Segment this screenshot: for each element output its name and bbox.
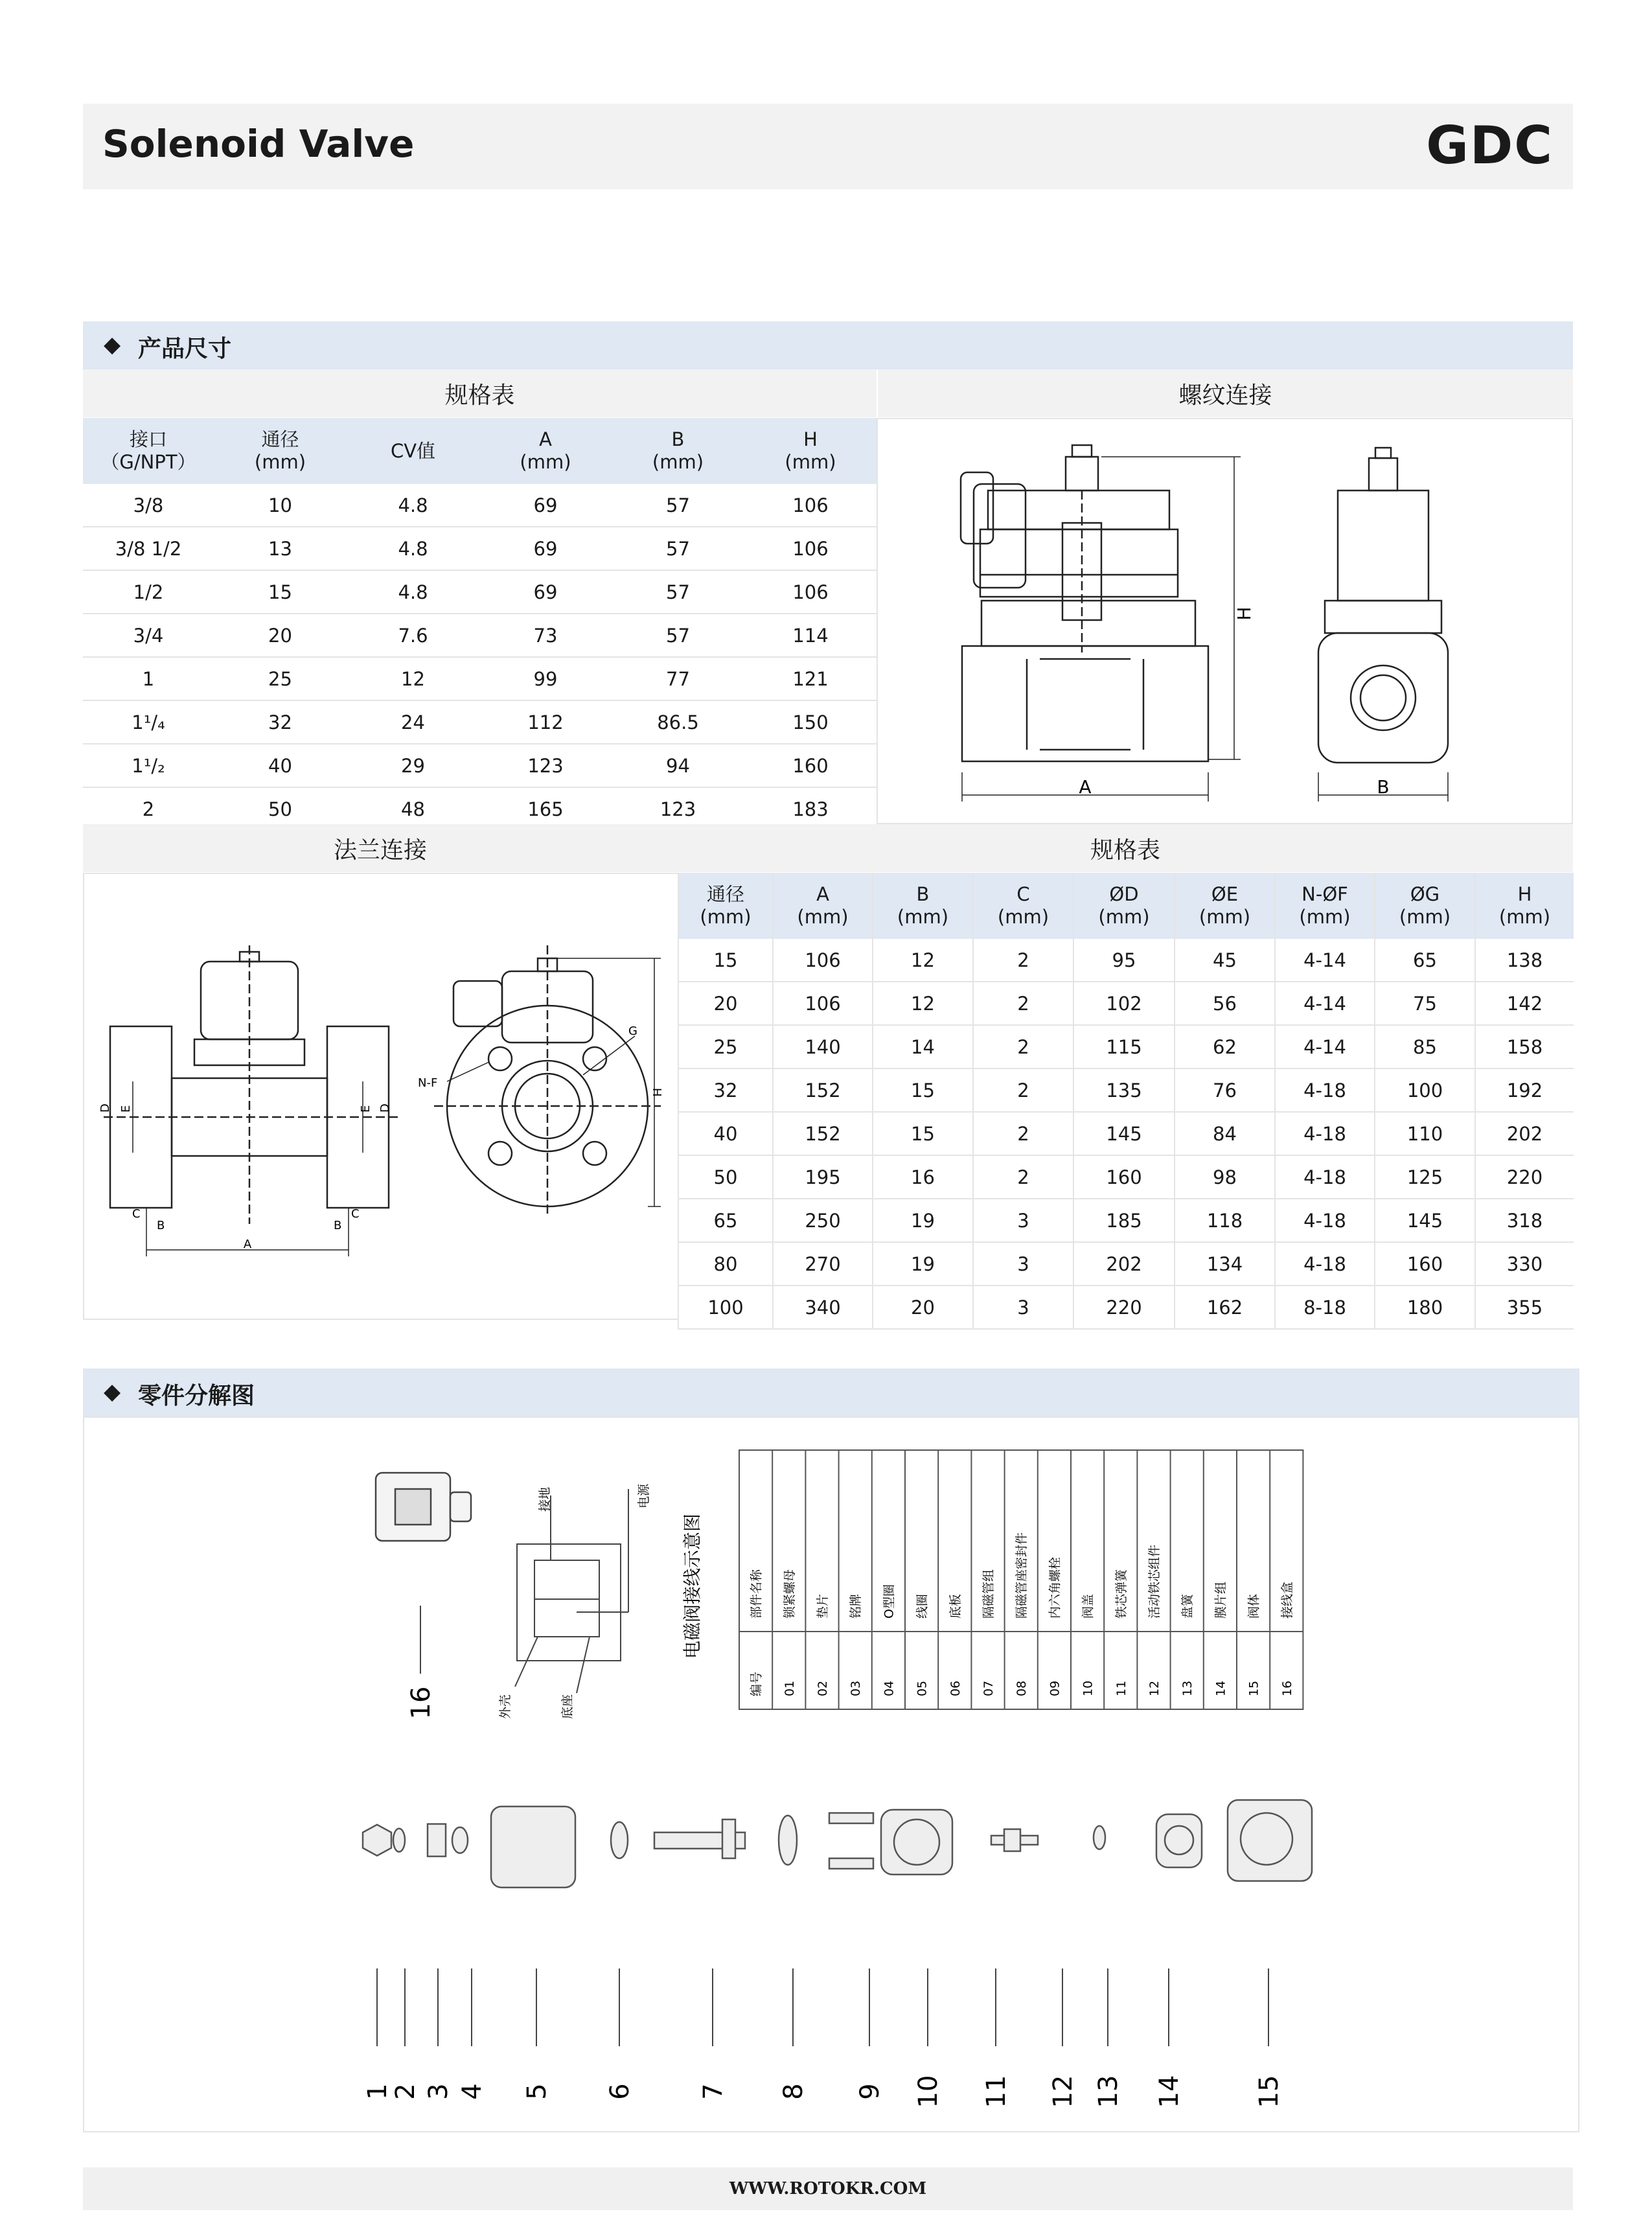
- flange-drawing-panel: [83, 873, 679, 1320]
- table-cell: 19: [873, 1199, 973, 1242]
- table-cell: 4-18: [1275, 1068, 1375, 1112]
- flange-header-label: N-ØF: [1302, 883, 1348, 905]
- table-cell: 142: [1475, 982, 1574, 1025]
- thread-header-unit: (mm): [652, 451, 704, 473]
- part-number-label: 02: [816, 1680, 830, 1696]
- thread-header-5: [744, 418, 877, 484]
- flange-header-7: [1375, 873, 1475, 939]
- table-cell: 2: [973, 1025, 1073, 1068]
- table-cell: 12: [347, 657, 479, 700]
- table-cell: 3: [973, 1286, 1073, 1329]
- callout-2: 2: [391, 2083, 420, 2100]
- flange-dim-c-label: C: [132, 1207, 141, 1221]
- flange-header-unit: (mm): [1098, 906, 1150, 928]
- table-cell: 355: [1475, 1286, 1574, 1329]
- table-row: [678, 1199, 1574, 1242]
- flange-header-unit: (mm): [700, 906, 751, 928]
- part-name-label: 垫片: [816, 1593, 830, 1619]
- flange-header-1: [773, 873, 873, 939]
- thread-drawing-title: 螺纹连接: [878, 369, 1573, 417]
- table-cell: 340: [773, 1286, 873, 1329]
- table-cell: 10: [214, 484, 347, 527]
- thread-header-label: 接口: [129, 428, 167, 450]
- table-cell: 152: [773, 1068, 873, 1112]
- table-cell: 150: [744, 700, 877, 744]
- callout-16: 16: [406, 1686, 436, 1720]
- table-cell: 65: [678, 1199, 773, 1242]
- thread-header-label: B: [671, 428, 685, 450]
- table-cell: 20: [678, 982, 773, 1025]
- table-cell: 45: [1175, 939, 1275, 982]
- table-cell: 180: [1375, 1286, 1475, 1329]
- flange-drawing-title: 法兰连接: [83, 824, 678, 872]
- table-cell: 165: [479, 787, 612, 831]
- table-cell: 123: [612, 787, 744, 831]
- table-cell: 32: [214, 700, 347, 744]
- flange-header-label: ØD: [1109, 883, 1139, 905]
- table-cell: 13: [214, 527, 347, 570]
- flange-dim-nf-label: N-F: [418, 1076, 438, 1090]
- table-cell: 2: [83, 787, 214, 831]
- flange-spec-title: 规格表: [678, 824, 1573, 872]
- part-name-label: 阀体: [1246, 1593, 1261, 1619]
- title-bar: [83, 104, 1573, 189]
- table-cell: 77: [612, 657, 744, 700]
- thread-dim-h-label: H: [1233, 606, 1255, 621]
- table-cell: 134: [1175, 1242, 1275, 1286]
- thread-spec-table: [83, 418, 877, 831]
- part-number-label: 11: [1114, 1680, 1129, 1696]
- table-cell: 145: [1073, 1112, 1175, 1155]
- table-cell: 160: [744, 744, 877, 787]
- flange-dim-d2-label: D: [378, 1103, 392, 1113]
- flange-header-unit: (mm): [1199, 906, 1251, 928]
- callout-1: 1: [363, 2083, 393, 2100]
- flange-header-5: [1175, 873, 1275, 939]
- table-row: [678, 982, 1574, 1025]
- callout-12: 12: [1048, 2075, 1078, 2108]
- table-cell: 80: [678, 1242, 773, 1286]
- part-number-label: 07: [981, 1680, 996, 1696]
- part-name-label: 阀盖: [1081, 1593, 1096, 1619]
- thread-spec-title: 规格表: [83, 369, 877, 417]
- table-cell: 110: [1375, 1112, 1475, 1155]
- table-cell: 3/8: [83, 484, 214, 527]
- flange-spec-table: [678, 873, 1574, 1330]
- table-row: [678, 1025, 1574, 1068]
- thread-header-3: [479, 418, 612, 484]
- callout-14: 14: [1154, 2075, 1184, 2108]
- table-cell: 3: [973, 1199, 1073, 1242]
- table-cell: 106: [744, 484, 877, 527]
- table-row: [678, 1112, 1574, 1155]
- table-cell: 152: [773, 1112, 873, 1155]
- flange-header-unit: (mm): [1299, 906, 1351, 928]
- thread-header-2: [347, 418, 479, 484]
- table-row: [678, 1286, 1574, 1329]
- website-link[interactable]: WWW.ROTOKR.COM: [729, 2179, 927, 2198]
- flange-dim-a-label: A: [243, 1238, 252, 1251]
- section-header-exploded: [83, 1368, 1579, 1416]
- table-cell: 145: [1375, 1199, 1475, 1242]
- table-cell: 76: [1175, 1068, 1275, 1112]
- thread-header-unit: (mm): [254, 451, 306, 473]
- parts-header-name: 部件名称: [749, 1569, 764, 1619]
- part-name-label: 铭牌: [849, 1593, 864, 1619]
- table-cell: 106: [773, 939, 873, 982]
- table-cell: 135: [1073, 1068, 1175, 1112]
- table-cell: 100: [1375, 1068, 1475, 1112]
- table-cell: 4-18: [1275, 1155, 1375, 1199]
- table-row: [83, 484, 877, 527]
- table-cell: 183: [744, 787, 877, 831]
- table-cell: 162: [1175, 1286, 1275, 1329]
- table-cell: 75: [1375, 982, 1475, 1025]
- table-cell: 3/8 1/2: [83, 527, 214, 570]
- flange-header-6: [1275, 873, 1375, 939]
- table-cell: 121: [744, 657, 877, 700]
- table-cell: 15: [873, 1112, 973, 1155]
- table-cell: 202: [1475, 1112, 1574, 1155]
- callout-9: 9: [855, 2083, 885, 2100]
- callout-15: 15: [1254, 2075, 1284, 2108]
- table-cell: 40: [214, 744, 347, 787]
- table-cell: 160: [1073, 1155, 1175, 1199]
- part-name-label: O型圈: [882, 1584, 897, 1619]
- table-cell: 106: [744, 570, 877, 614]
- table-cell: 118: [1175, 1199, 1275, 1242]
- flange-dim-c2-label: C: [351, 1207, 360, 1221]
- table-cell: 3: [973, 1242, 1073, 1286]
- flange-dim-d-label: D: [98, 1103, 112, 1113]
- table-row: [678, 939, 1574, 982]
- part-name-label: 线圈: [915, 1593, 930, 1619]
- table-cell: 330: [1475, 1242, 1574, 1286]
- table-cell: 69: [479, 527, 612, 570]
- table-cell: 2: [973, 1068, 1073, 1112]
- flange-dim-g-label: G: [628, 1024, 637, 1038]
- callout-3: 3: [424, 2083, 453, 2100]
- callout-11: 11: [981, 2075, 1011, 2108]
- table-cell: 1¹/₂: [83, 744, 214, 787]
- table-cell: 12: [873, 939, 973, 982]
- table-cell: 25: [214, 657, 347, 700]
- table-cell: 57: [612, 614, 744, 657]
- table-cell: 12: [873, 982, 973, 1025]
- table-cell: 4-18: [1275, 1199, 1375, 1242]
- table-cell: 99: [479, 657, 612, 700]
- thread-header-label: A: [539, 428, 552, 450]
- table-cell: 4-18: [1275, 1242, 1375, 1286]
- wiring-base-label: 底座: [560, 1694, 575, 1719]
- flange-header-unit: (mm): [797, 906, 849, 928]
- wiring-ground-label: 接地: [538, 1486, 552, 1512]
- table-row: [83, 744, 877, 787]
- part-number-label: 05: [915, 1680, 930, 1696]
- exploded-diagram: [84, 1418, 1578, 2131]
- section-header-dimensions: [83, 321, 1573, 369]
- table-cell: 15: [678, 939, 773, 982]
- table-cell: 69: [479, 570, 612, 614]
- table-row: [83, 657, 877, 700]
- part-number-label: 04: [882, 1680, 897, 1696]
- callout-5: 5: [522, 2083, 552, 2100]
- thread-dim-b-label: B: [1377, 776, 1390, 798]
- table-cell: 57: [612, 484, 744, 527]
- table-cell: 69: [479, 484, 612, 527]
- table-cell: 98: [1175, 1155, 1275, 1199]
- thread-header-0: [83, 418, 214, 484]
- thread-header-unit: (mm): [520, 451, 571, 473]
- flange-header-2: [873, 873, 973, 939]
- table-cell: 2: [973, 982, 1073, 1025]
- callout-7: 7: [698, 2083, 728, 2100]
- callout-4: 4: [457, 2083, 487, 2100]
- parts-header-num: 编号: [749, 1671, 764, 1696]
- part-name-label: 内六角螺栓: [1048, 1556, 1062, 1619]
- table-cell: 65: [1375, 939, 1475, 982]
- part-number-label: 08: [1015, 1680, 1029, 1696]
- flange-header-label: A: [816, 883, 829, 905]
- wiring-power-label: 电源: [637, 1483, 651, 1508]
- table-cell: 2: [973, 1112, 1073, 1155]
- part-name-label: 膜片组: [1213, 1581, 1228, 1619]
- table-cell: 1/2: [83, 570, 214, 614]
- thread-dim-a-label: A: [1079, 776, 1092, 798]
- table-cell: 318: [1475, 1199, 1574, 1242]
- table-cell: 84: [1175, 1112, 1275, 1155]
- table-row: [83, 527, 877, 570]
- flange-dim-h-label: H: [650, 1088, 663, 1097]
- thread-header-1: [214, 418, 347, 484]
- table-cell: 4-18: [1275, 1112, 1375, 1155]
- flange-header-3: [973, 873, 1073, 939]
- table-row: [83, 614, 877, 657]
- table-cell: 15: [214, 570, 347, 614]
- thread-valve-drawing: [878, 419, 1572, 823]
- thread-header-label: H: [803, 428, 818, 450]
- part-name-label: 接线盒: [1279, 1581, 1294, 1619]
- table-cell: 8-18: [1275, 1286, 1375, 1329]
- part-name-label: 底板: [948, 1593, 963, 1619]
- table-cell: 158: [1475, 1025, 1574, 1068]
- table-cell: 160: [1375, 1242, 1475, 1286]
- page-title: Solenoid Valve: [102, 122, 415, 166]
- table-cell: 106: [744, 527, 877, 570]
- part-name-label: 活动铁芯组件: [1147, 1544, 1162, 1619]
- table-cell: 202: [1073, 1242, 1175, 1286]
- table-cell: 25: [678, 1025, 773, 1068]
- table-cell: 48: [347, 787, 479, 831]
- table-cell: 20: [214, 614, 347, 657]
- part-number-label: 03: [849, 1680, 864, 1696]
- table-cell: 114: [744, 614, 877, 657]
- thread-header-unit: (mm): [785, 451, 836, 473]
- table-cell: 73: [479, 614, 612, 657]
- part-number-label: 16: [1279, 1680, 1294, 1696]
- table-cell: 123: [479, 744, 612, 787]
- part-number-label: 13: [1180, 1680, 1195, 1696]
- flange-dim-e2-label: E: [359, 1105, 373, 1113]
- table-cell: 20: [873, 1286, 973, 1329]
- table-cell: 32: [678, 1068, 773, 1112]
- table-cell: 94: [612, 744, 744, 787]
- table-cell: 220: [1073, 1286, 1175, 1329]
- table-cell: 57: [612, 527, 744, 570]
- flange-header-label: H: [1517, 883, 1532, 905]
- table-cell: 3/4: [83, 614, 214, 657]
- callout-6: 6: [605, 2083, 635, 2100]
- callout-13: 13: [1094, 2075, 1123, 2108]
- table-cell: 4-14: [1275, 939, 1375, 982]
- table-cell: 270: [773, 1242, 873, 1286]
- table-cell: 16: [873, 1155, 973, 1199]
- table-cell: 57: [612, 570, 744, 614]
- table-cell: 29: [347, 744, 479, 787]
- table-cell: 86.5: [612, 700, 744, 744]
- table-cell: 185: [1073, 1199, 1175, 1242]
- table-cell: 220: [1475, 1155, 1574, 1199]
- callout-8: 8: [779, 2083, 809, 2100]
- model-code: GDC: [1426, 115, 1554, 176]
- flange-header-8: [1475, 873, 1574, 939]
- table-cell: 56: [1175, 982, 1275, 1025]
- callout-10: 10: [913, 2075, 943, 2108]
- table-cell: 85: [1375, 1025, 1475, 1068]
- table-cell: 125: [1375, 1155, 1475, 1199]
- part-number-label: 01: [782, 1680, 797, 1696]
- flange-header-label: 通径: [706, 883, 744, 905]
- part-number-label: 06: [948, 1680, 963, 1696]
- thread-header-4: [612, 418, 744, 484]
- part-name-label: 隔磁管组: [981, 1569, 996, 1619]
- wiring-diagram-title: 电磁阀接线示意图: [682, 1513, 703, 1659]
- table-cell: 112: [479, 700, 612, 744]
- thread-header-label: 通径: [261, 428, 299, 450]
- part-number-label: 15: [1246, 1680, 1261, 1696]
- footer: [83, 2167, 1573, 2210]
- table-cell: 50: [214, 787, 347, 831]
- table-row: [83, 700, 877, 744]
- thread-header-label: CV值: [390, 439, 436, 462]
- table-cell: 19: [873, 1242, 973, 1286]
- table-cell: 14: [873, 1025, 973, 1068]
- table-cell: 140: [773, 1025, 873, 1068]
- table-cell: 102: [1073, 982, 1175, 1025]
- thread-header-unit: （G/NPT）: [100, 451, 196, 473]
- table-cell: 100: [678, 1286, 773, 1329]
- part-number-label: 12: [1147, 1680, 1162, 1696]
- diamond-bullet-icon: ◆: [104, 332, 121, 358]
- table-cell: 1¹/₄: [83, 700, 214, 744]
- flange-header-label: ØG: [1410, 883, 1440, 905]
- table-cell: 4.8: [347, 570, 479, 614]
- flange-header-4: [1073, 873, 1175, 939]
- table-cell: 15: [873, 1068, 973, 1112]
- table-row: [678, 1155, 1574, 1199]
- table-cell: 7.6: [347, 614, 479, 657]
- thread-drawing-panel: [877, 418, 1573, 824]
- flange-valve-drawing: [84, 874, 678, 1319]
- table-cell: 4.8: [347, 527, 479, 570]
- flange-header-0: [678, 873, 773, 939]
- section-title: 产品尺寸: [138, 336, 232, 362]
- section-title: 零件分解图: [138, 1383, 255, 1409]
- diamond-bullet-icon: ◆: [104, 1379, 121, 1405]
- table-cell: 1: [83, 657, 214, 700]
- table-cell: 24: [347, 700, 479, 744]
- table-cell: 106: [773, 982, 873, 1025]
- table-cell: 40: [678, 1112, 773, 1155]
- flange-header-label: ØE: [1211, 883, 1239, 905]
- flange-header-unit: (mm): [897, 906, 949, 928]
- table-cell: 4.8: [347, 484, 479, 527]
- table-cell: 195: [773, 1155, 873, 1199]
- table-row: [678, 1068, 1574, 1112]
- flange-header-unit: (mm): [1399, 906, 1451, 928]
- table-cell: 2: [973, 1155, 1073, 1199]
- flange-dim-e-label: E: [119, 1105, 133, 1113]
- table-cell: 4-14: [1275, 982, 1375, 1025]
- flange-header-unit: (mm): [997, 906, 1050, 928]
- part-number-label: 09: [1048, 1680, 1062, 1696]
- table-cell: 138: [1475, 939, 1574, 982]
- flange-header-unit: (mm): [1498, 906, 1551, 928]
- part-name-label: 盘簧: [1180, 1593, 1195, 1619]
- part-name-label: 隔磁管座密封件: [1015, 1532, 1029, 1619]
- exploded-panel: [83, 1416, 1579, 2132]
- table-row: [678, 1242, 1574, 1286]
- table-cell: 62: [1175, 1025, 1275, 1068]
- flange-dim-b-label: B: [157, 1219, 165, 1232]
- part-name-label: 铁芯弹簧: [1114, 1569, 1129, 1619]
- flange-header-label: B: [916, 883, 930, 905]
- part-number-label: 10: [1081, 1680, 1096, 1696]
- part-name-label: 锁紧螺母: [782, 1569, 797, 1619]
- table-cell: 95: [1073, 939, 1175, 982]
- table-cell: 192: [1475, 1068, 1574, 1112]
- wiring-shell-label: 外壳: [498, 1694, 512, 1719]
- flange-dim-b2-label: B: [334, 1219, 342, 1232]
- table-cell: 115: [1073, 1025, 1175, 1068]
- flange-header-label: C: [1016, 883, 1030, 905]
- table-cell: 4-14: [1275, 1025, 1375, 1068]
- table-row: [83, 570, 877, 614]
- table-cell: 2: [973, 939, 1073, 982]
- table-cell: 50: [678, 1155, 773, 1199]
- part-number-label: 14: [1213, 1680, 1228, 1696]
- table-cell: 250: [773, 1199, 873, 1242]
